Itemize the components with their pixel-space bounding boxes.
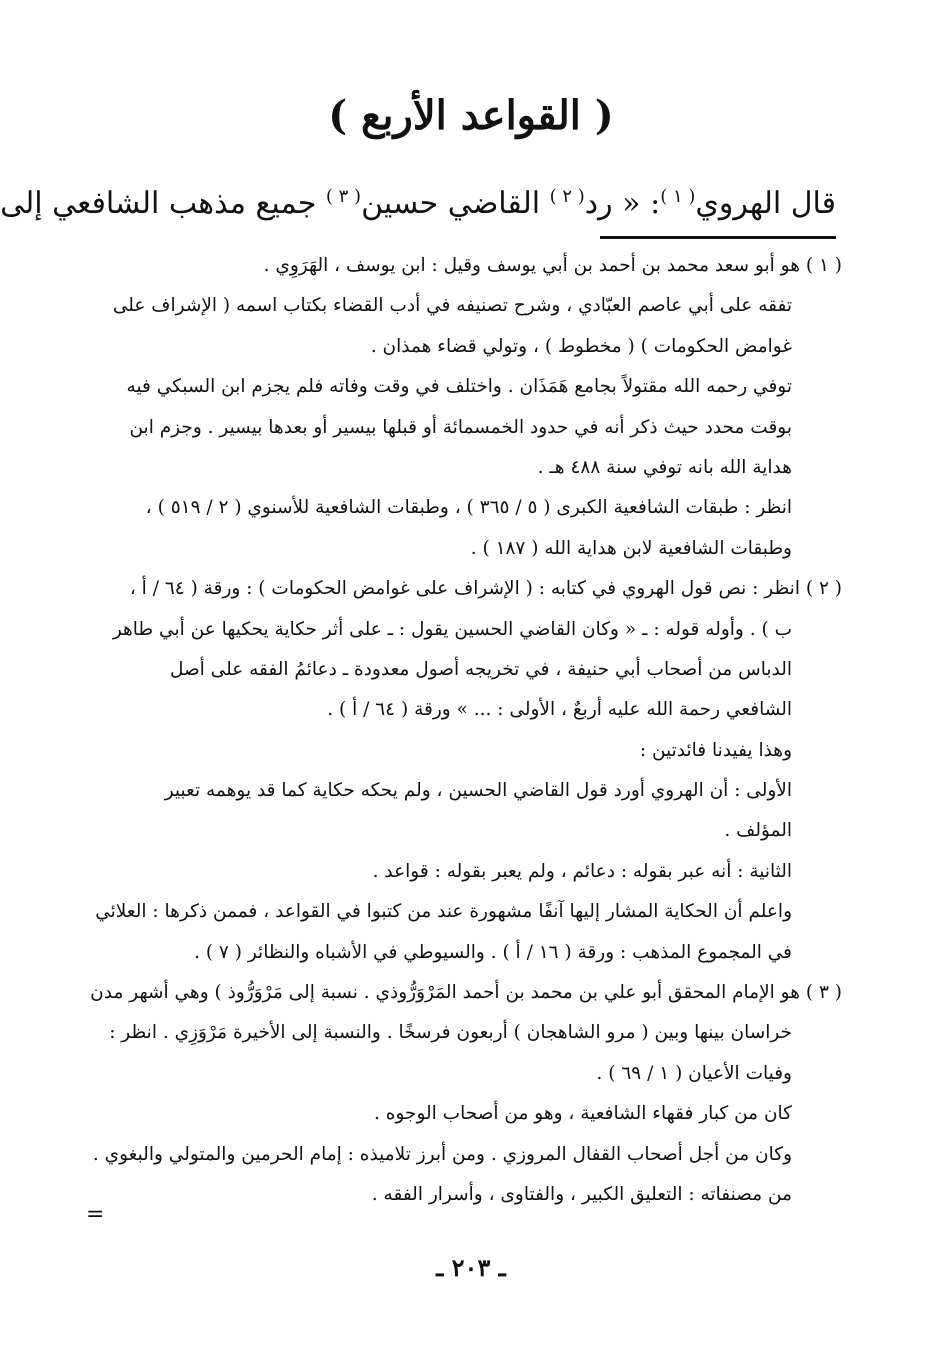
footnote-line: خراسان بينها وبين ( مرو الشاهجان ) أربعون فرسخًا . والنسبة إلى الأخيرة مَرْوَزِي . انظر : xyxy=(109,1022,792,1044)
footnote-line: المؤلف . xyxy=(724,820,792,842)
footnote-line: الشافعي رحمة الله عليه أربعٌ ، الأولى : ... » ورقة ( ٦٤ / أ ) . xyxy=(327,699,792,721)
footnote-line: بوقت محدد حيث ذكر أنه في حدود الخمسمائة أو قبلها بيسير أو بعدها بيسير . وجزم ابن xyxy=(129,416,792,438)
continuation-mark: = xyxy=(86,1202,105,1227)
footnotes xyxy=(90,246,842,1215)
footnote-line: الدباس من أصحاب أبي حنيفة ، في تخريجه أصول معدودة ـ دعائمُ الفقه على أصل xyxy=(169,658,792,680)
footnote-line: توفي رحمه الله مقتولاً بجامع هَمَذَان . واختلف في وقت وفاته فلم يجزم ابن السبكي فيه xyxy=(126,376,792,398)
footnote-line: في المجموع المذهب : ورقة ( ١٦ / أ ) . والسيوطي في الأشباه والنظائر ( ٧ ) . xyxy=(194,941,792,963)
footnote-ref[interactable]: ( ٣ ) xyxy=(325,186,362,207)
footnote-line: وكان من أجل أصحاب القفال المروزي . ومن أبرز تلاميذه : إمام الحرمين والمتولي والبغوي . xyxy=(92,1143,792,1165)
page-title: ( القواعد الأربع ) xyxy=(328,92,614,139)
footnote-line: ( ٣ ) هو الإمام المحقق أبو علي بن محمد بن أحمد المَرْوَرُّوذي . نسبة إلى مَرْوَرُّوذ ) وهي أشهر مدن xyxy=(90,982,842,1004)
footnote-line: الثانية : أنه عبر بقوله : دعائم ، ولم يعبر بقوله : قواعد . xyxy=(372,860,792,882)
footnote-line: غوامض الحكومات ) ( مخطوط ) ، وتولي قضاء همذان . xyxy=(370,335,792,357)
footnote-line: واعلم أن الحكاية المشار إليها آنفًا مشهورة عند من كتبوا في القواعد ، فممن ذكرها : العلائي xyxy=(95,901,792,923)
footnote-line: كان من كبار فقهاء الشافعية ، وهو من أصحاب الوجوه . xyxy=(374,1103,792,1125)
footnote-line: وفيات الأعيان ( ١ / ٦٩ ) . xyxy=(596,1062,792,1084)
main-text-part: : « رد xyxy=(584,186,661,221)
footnote-line: ( ١ ) هو أبو سعد محمد بن أحمد بن أبي يوسف وقيل : ابن يوسف ، الهَرَوِي . xyxy=(263,255,842,276)
footnote-line: من مصنفاته : التعليق الكبير ، والفتاوى ، وأسرار الفقه . xyxy=(371,1183,792,1205)
footnote-line: ب ) . وأوله قوله : ـ « وكان القاضي الحسين يقول : ـ على أثر حكاية يحكيها عن أبي طاهر xyxy=(112,618,792,640)
footnote-ref[interactable]: ( ١ ) xyxy=(660,186,696,207)
footnote-ref[interactable]: ( ٢ ) xyxy=(549,186,585,207)
main-text-part: قال الهروي xyxy=(695,186,836,221)
main-text-part: القاضي حسين xyxy=(361,186,550,221)
footnote-line: الأولى : أن الهروي أورد قول القاضي الحسين ، ولم يحكه حكاية كما قد يوهمه تعبير xyxy=(164,780,792,802)
main-text-part: جميع مذهب الشافعي إلى xyxy=(0,186,326,221)
footnote-line: انظر : طبقات الشافعية الكبرى ( ٥ / ٣٦٥ ) ، وطبقات الشافعية للأسنوي ( ٢ / ٥١٩ ) ، xyxy=(145,497,792,519)
footnote-separator xyxy=(600,236,836,239)
footnote-line: وطبقات الشافعية لابن هداية الله ( ١٨٧ ) . xyxy=(470,537,792,559)
footnote-line: هداية الله بانه توفي سنة ٤٨٨ هـ . xyxy=(537,456,792,478)
page-number: ـ ٢٠٣ ـ xyxy=(436,1253,506,1282)
footnote-line: وهذا يفيدنا فائدتين : xyxy=(639,739,792,761)
footnote-line: تفقه على أبي عاصم العبّادي ، وشرح تصنيفه في أدب القضاء بكتاب اسمه ( الإشراف على xyxy=(112,295,792,317)
footnote-line: ( ٢ ) انظر : نص قول الهروي في كتابه : ( الإشراف على غوامض الحكومات ) : ورقة ( ٦٤ / أ ، xyxy=(129,578,842,600)
main-text xyxy=(0,172,836,229)
